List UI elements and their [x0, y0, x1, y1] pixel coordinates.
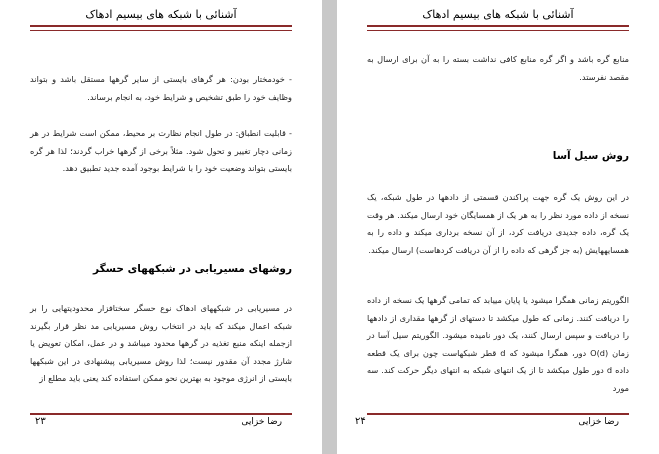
paragraph-continuation: منابع گره باشد و اگر گره منابع کافی نداشت بسته را به آن برای ارسال به مقصد نفرستد. — [367, 54, 629, 82]
paragraph-routing: در مسیریابی در شبکههای ادهاک نوع حسگر سختافزار محدودیتهایی را بر شبکه اعمال میکند که باید در انتخاب روش مسیریابی مد نظر قرار بگیرند ازجمله اینکه منبع تغذیه در گرهها محدود میباشد و در عمل، امکان تعویض یا شارژ مجدد آن مقدور نیست؛ لذا روش مسیریابی پیشنهادی در این شبکهها بایستی از انرژی موجود به بهترین نحو ممکن استفاده کند یعنی باید مطلع از — [30, 303, 292, 384]
header-rule — [367, 30, 629, 31]
paragraph-convergence: الگوریتم زمانی همگرا میشود یا پایان مییابد که تمامی گرهها یک نسخه از داده را دریافت کنند. زمانی که طول میکشد تا دستهای از گرهها مقداری از دادهها را دریافت و سپس ارسال کنند، یک دور نامیده میشود. الگوریتم سیل آسا در زمان O(d) دور، همگرا میشود که d قطر شبکهاست چون برای یک قطعه داده d دور طول میکشد تا از یک انتهای شبکه به انتهای دیگر حرکت کند. سه مورد — [367, 295, 629, 393]
footer-rule — [367, 413, 629, 415]
page-header: آشنائی با شبکه های بیسیم ادهاک — [30, 5, 292, 27]
header-rule — [30, 30, 292, 31]
page-number: ۲۳ — [35, 416, 46, 427]
author-name: رضا خزایی — [241, 417, 282, 427]
footer-rule — [30, 413, 292, 415]
paragraph-adaptability: - قابلیت انطباق: در طول انجام نظارت بر محیط، ممکن است شرایط در هر زمانی دچار تغییر و تحول شود. مثلاً برخی از گرهها خراب گردند؛ لذا هر گره بایستی بتواند وضعیت خود را با شرایط بوجود آمده جدید تطبیق دهد. — [30, 128, 292, 174]
page-gutter — [322, 0, 337, 454]
section-heading: روش سیل آسا — [552, 150, 629, 162]
page-header: آشنائی با شبکه های بیسیم ادهاک — [367, 5, 629, 27]
left-page — [0, 0, 322, 454]
page-number: ۲۴ — [355, 416, 366, 427]
paragraph-autonomy: - خودمختار بودن: هر گرهای بایستی از سایر گرهها مستقل باشد و بتواند وظایف خود را طبق تشخیص و شرایط خود، به انجام برساند. — [30, 74, 292, 102]
right-page — [337, 0, 659, 454]
author-name: رضا خزایی — [578, 417, 619, 427]
section-heading: روشهای مسیریابی در شبکههای حسگر — [93, 263, 292, 275]
paragraph-flooding: در این روش یک گره جهت پراکندن قسمتی از دادهها در طول شبکه، یک نسخه از داده مورد نظر را به هر یک از همسایگان خود ارسال میکند. هر وقت یک گره، داده جدیدی دریافت کرد، از آن نسخه برداری میکند و داده را به همسایههایش (به جز گرهی که داده را از آن دریافت کردهاست) ارسال میکند. — [367, 192, 629, 255]
